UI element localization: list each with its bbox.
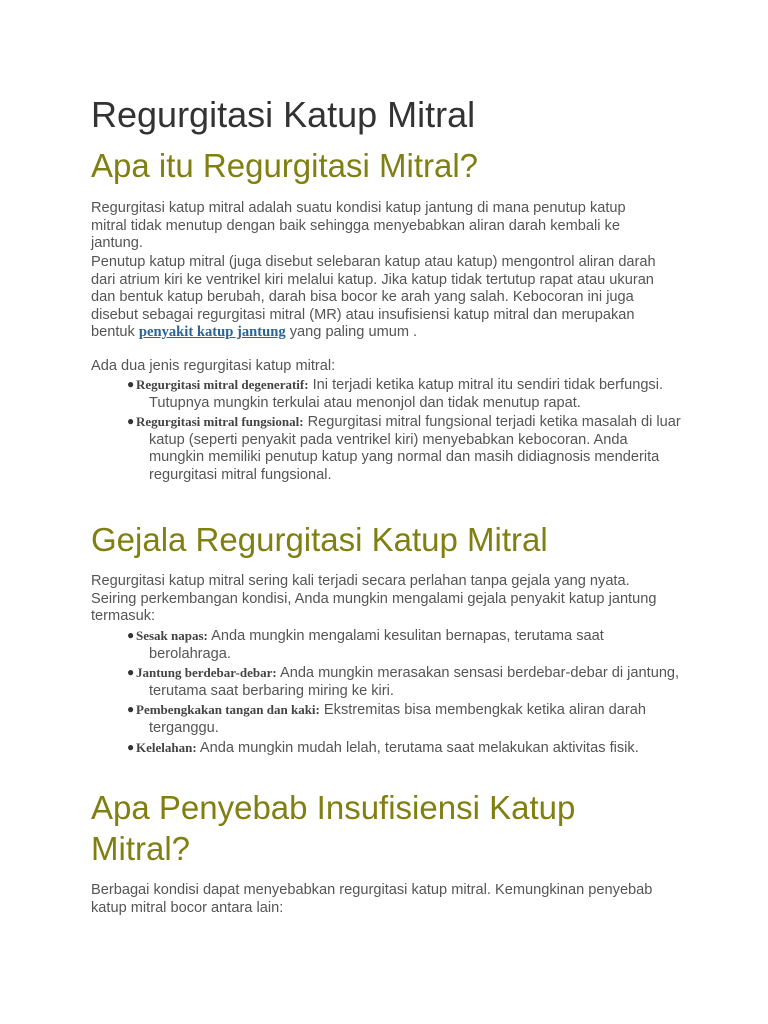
section-heading-symptoms: Gejala Regurgitasi Katup Mitral bbox=[91, 521, 548, 558]
list-item bbox=[91, 701, 681, 737]
bullet-icon: ● bbox=[127, 739, 135, 754]
list-item-text: Regurgitasi mitral fungsional terjadi ketika masalah di luar katup (seperti penyakit pada ventrikel kiri) menyebabkan kebocoran. Anda mungkin memiliki penutup katup yang normal dan masih didiagnosis menderita regurgitasi mitral fungsional. bbox=[149, 414, 681, 483]
list-item bbox=[91, 413, 681, 484]
list-item-term: Pembengkakan tangan dan kaki: bbox=[136, 702, 320, 718]
list-item bbox=[91, 627, 681, 663]
list-item bbox=[91, 376, 681, 412]
list-item bbox=[91, 664, 681, 700]
list-item-text: Anda mungkin mudah lelah, terutama saat melakukan aktivitas fisik. bbox=[196, 739, 639, 756]
symptoms-paragraph: Regurgitasi katup mitral sering kali terjadi secara perlahan tanpa gejala yang nyata. Seiring perkembangan kondisi, Anda mungkin mengalami gejala penyakit katup jantung termasuk: bbox=[91, 573, 657, 625]
list-item-text: Anda mungkin merasakan sensasi berdebar-debar di jantung, terutama saat berbaring miring ke kiri. bbox=[149, 665, 680, 699]
types-list bbox=[91, 376, 681, 486]
list-item-term: Regurgitasi mitral degeneratif: bbox=[136, 377, 309, 392]
list-item-text: Ini terjadi ketika katup mitral itu sendiri tidak berfungsi. Tutupnya mungkin terkulai atau menonjol dan tidak menutup rapat. bbox=[149, 377, 664, 411]
description-text-before-link: Penutup katup mitral (juga disebut selebaran katup atau katup) mengontrol aliran darah dari atrium kiri ke ventrikel kiri melalui katup. Jika katup tidak tertutup rapat atau ukuran dan bentuk katup berubah, darah bisa bocor ke arah yang salah. Kebocoran ini juga disebut sebagai regurgitasi mitral (MR) atau insufisiensi katup mitral dan merupakan bentuk bbox=[91, 254, 656, 341]
list-item-text: Anda mungkin mengalami kesulitan bernapas, terutama saat berolahraga. bbox=[149, 628, 604, 662]
types-intro: Ada dua jenis regurgitasi katup mitral: bbox=[91, 358, 336, 374]
bullet-icon: ● bbox=[127, 665, 135, 680]
list-item-text: Ekstremitas bisa membengkak ketika aliran darah terganggu. bbox=[149, 702, 646, 736]
list-item-term: Sesak napas: bbox=[136, 628, 208, 643]
causes-paragraph: Berbagai kondisi dapat menyebabkan regurgitasi katup mitral. Kemungkinan penyebab katup mitral bocor antara lain: bbox=[91, 882, 653, 916]
description-text-after-link: yang paling umum . bbox=[285, 324, 418, 341]
heart-valve-disease-link[interactable]: penyakit katup jantung bbox=[138, 324, 286, 341]
section-heading-what-is: Apa itu Regurgitasi Mitral? bbox=[91, 147, 479, 184]
bullet-icon: ● bbox=[127, 414, 135, 429]
bullet-icon: ● bbox=[127, 377, 135, 391]
bullet-icon: ● bbox=[127, 628, 135, 642]
section-heading-causes: Apa Penyebab Insufisiensi Katup Mitral? bbox=[91, 789, 576, 867]
list-item-term: Regurgitasi mitral fungsional: bbox=[136, 414, 304, 430]
definition-paragraph: Regurgitasi katup mitral adalah suatu kondisi katup jantung di mana penutup katup mitral tidak menutup dengan baik sehingga menyebabkan aliran darah kembali ke jantung. bbox=[91, 200, 626, 252]
bullet-icon: ● bbox=[127, 702, 135, 717]
description-paragraph bbox=[91, 254, 661, 342]
symptoms-list bbox=[91, 627, 681, 758]
list-item bbox=[91, 739, 681, 758]
list-item-term: Jantung berdebar-debar: bbox=[136, 665, 277, 681]
page-title: Regurgitasi Katup Mitral bbox=[91, 94, 476, 135]
list-item-term: Kelelahan: bbox=[136, 739, 197, 755]
